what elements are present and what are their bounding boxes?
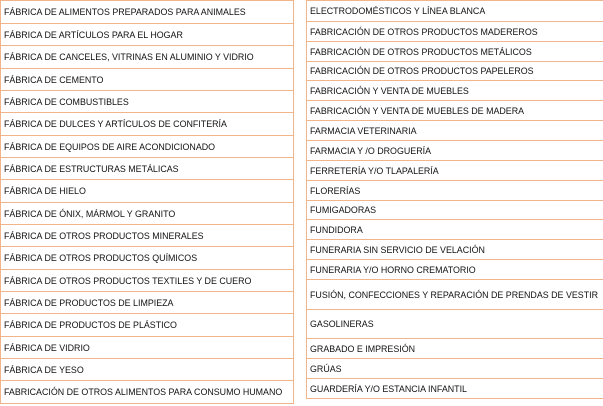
table-row xyxy=(307,310,603,339)
table-cell: FÁBRICA DE VIDRIO xyxy=(1,337,294,359)
table-cell: FLORERÍAS xyxy=(307,181,603,201)
table-row xyxy=(1,1,294,24)
table-row xyxy=(307,62,603,81)
table-cell: FÁBRICA DE OTROS PRODUCTOS TEXTILES Y DE CUERO xyxy=(1,270,294,292)
table-row xyxy=(1,136,294,158)
table-cell: FÁBRICA DE HIELO xyxy=(1,180,294,203)
table-row xyxy=(1,292,294,314)
table-cell: FUSIÓN, CONFECCIONES Y REPARACIÓN DE PRENDAS DE VESTIR xyxy=(307,280,603,310)
table-row xyxy=(1,381,294,404)
table-row xyxy=(307,181,603,201)
table-cell: ELECTRODOMÉSTICOS Y LÍNEA BLANCA xyxy=(307,1,603,22)
table-row xyxy=(1,314,294,337)
table-row xyxy=(1,247,294,270)
table-cell: FUMIGADORAS xyxy=(307,201,603,220)
table-cell: FÁBRICA DE ESTRUCTURAS METÁLICAS xyxy=(1,158,294,180)
table-row xyxy=(307,42,603,62)
table-cell: FÁBRICA DE ALIMENTOS PREPARADOS PARA ANIMALES xyxy=(1,1,294,24)
table-cell: FÁBRICA DE COMBUSTIBLES xyxy=(1,91,294,113)
table-row xyxy=(307,220,603,240)
table-row xyxy=(1,46,294,69)
table-cell: FABRICACIÓN DE OTROS PRODUCTOS MADEREROS xyxy=(307,22,603,42)
table-row xyxy=(1,359,294,381)
table-cell: GRABADO E IMPRESIÓN xyxy=(307,339,603,359)
table-cell: FUNERARIA SIN SERVICIO DE VELACIÓN xyxy=(307,240,603,260)
table-cell: FERRETERÍA Y/O TLAPALERÍA xyxy=(307,161,603,181)
table-cell: GUARDERÍA Y/O ESTANCIA INFANTIL xyxy=(307,379,603,399)
table-cell: FABRICACIÓN Y VENTA DE MUEBLES xyxy=(307,81,603,101)
table-cell: FABRICACIÓN Y VENTA DE MUEBLES DE MADERA xyxy=(307,101,603,121)
table-row xyxy=(307,379,603,399)
table-row xyxy=(1,24,294,46)
table-cell: FARMACIA Y /O DROGUERÍA xyxy=(307,141,603,161)
table-row xyxy=(1,69,294,91)
table-row xyxy=(307,81,603,101)
table-row xyxy=(307,201,603,220)
table-row xyxy=(307,22,603,42)
table-cell: FÁBRICA DE OTROS PRODUCTOS QUÍMICOS xyxy=(1,247,294,270)
table-row xyxy=(307,280,603,310)
table-row xyxy=(307,101,603,121)
table-cell: FABRICACIÓN DE OTROS ALIMENTOS PARA CONSUMO HUMANO xyxy=(1,381,294,404)
table-cell: FABRICACIÓN DE OTROS PRODUCTOS METÁLICOS xyxy=(307,42,603,62)
table-row xyxy=(307,240,603,260)
table-row xyxy=(307,1,603,22)
table-cell: FÁBRICA DE DULCES Y ARTÍCULOS DE CONFITERÍA xyxy=(1,113,294,136)
table-row xyxy=(1,158,294,180)
table-row xyxy=(307,161,603,181)
right-business-table xyxy=(306,0,603,399)
table-cell: FÁBRICA DE EQUIPOS DE AIRE ACONDICIONADO xyxy=(1,136,294,158)
table-row xyxy=(307,121,603,141)
table-row xyxy=(1,91,294,113)
table-row xyxy=(1,113,294,136)
table-cell: FÁBRICA DE ÓNIX, MÁRMOL Y GRANITO xyxy=(1,203,294,225)
table-cell: FÁBRICA DE CANCELES, VITRINAS EN ALUMINIO Y VIDRIO xyxy=(1,46,294,69)
table-cell: FÁBRICA DE OTROS PRODUCTOS MINERALES xyxy=(1,225,294,247)
table-cell: FUNERARIA Y/O HORNO CREMATORIO xyxy=(307,260,603,280)
table-cell: FÁBRICA DE PRODUCTOS DE PLÁSTICO xyxy=(1,314,294,337)
table-cell: GRÚAS xyxy=(307,359,603,379)
table-cell: FÁBRICA DE YESO xyxy=(1,359,294,381)
table-cell: FABRICACIÓN DE OTROS PRODUCTOS PAPELEROS xyxy=(307,62,603,81)
table-row xyxy=(1,270,294,292)
left-business-table xyxy=(0,0,294,404)
table-cell: FARMACIA VETERINARIA xyxy=(307,121,603,141)
table-row xyxy=(307,359,603,379)
table-cell: FÁBRICA DE CEMENTO xyxy=(1,69,294,91)
table-row xyxy=(307,339,603,359)
table-row xyxy=(307,141,603,161)
table-cell: FÁBRICA DE ARTÍCULOS PARA EL HOGAR xyxy=(1,24,294,46)
table-row xyxy=(1,225,294,247)
table-cell: FUNDIDORA xyxy=(307,220,603,240)
table-row xyxy=(307,260,603,280)
table-cell: GASOLINERAS xyxy=(307,310,603,339)
table-row xyxy=(1,337,294,359)
table-row xyxy=(1,180,294,203)
table-cell: FÁBRICA DE PRODUCTOS DE LIMPIEZA xyxy=(1,292,294,314)
table-row xyxy=(1,203,294,225)
